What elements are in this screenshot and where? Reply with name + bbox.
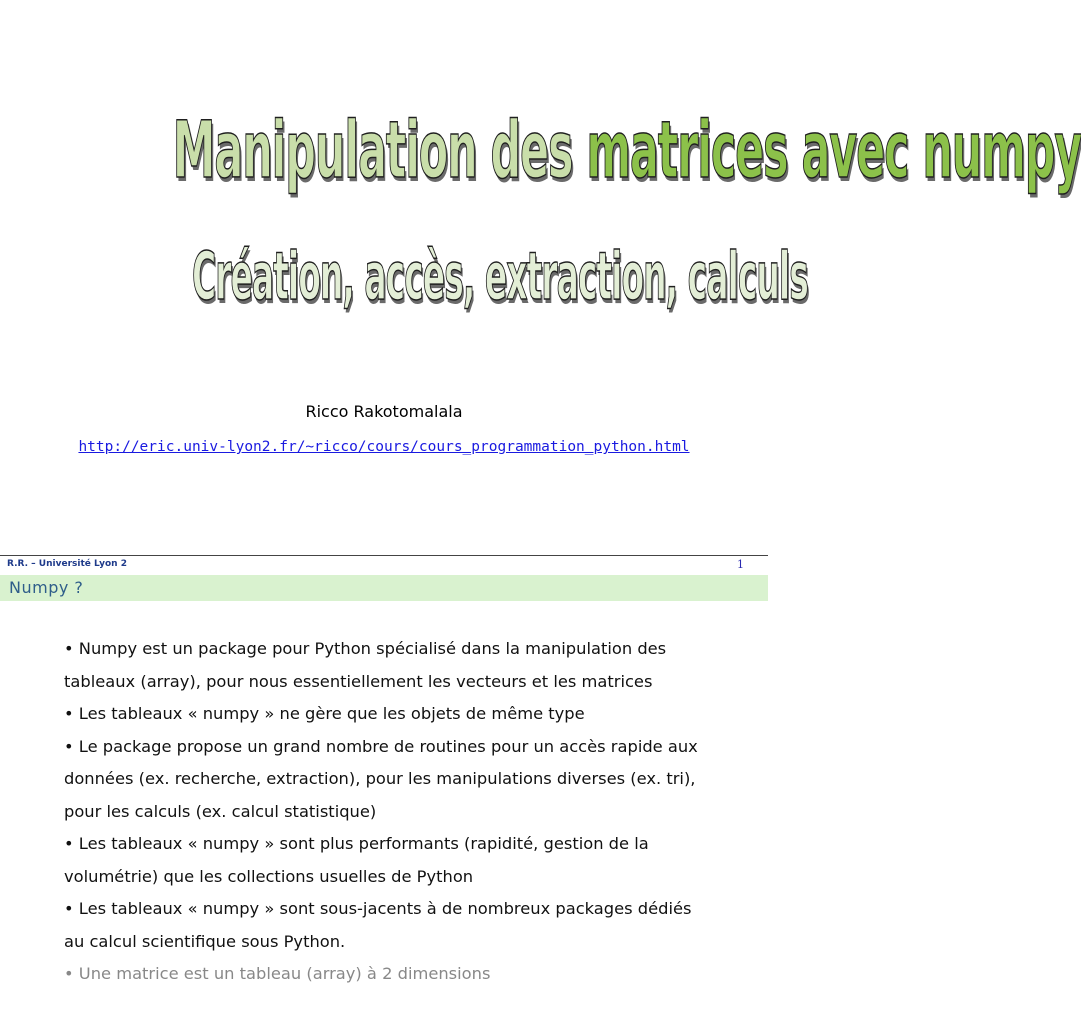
main-title <box>172 96 1081 206</box>
subtitle: Création, accès, extraction, calculs <box>192 238 808 315</box>
bullet-item: • Les tableaux « numpy » sont plus performants (rapidité, gestion de la volumétrie) que les collections usuelles de Python <box>64 834 649 886</box>
slide-header-band <box>0 575 768 601</box>
author-name: Ricco Rakotomalala <box>305 402 463 421</box>
course-url-link[interactable]: http://eric.univ-lyon2.fr/~ricco/cours/cours_programmation_python.html <box>78 439 690 455</box>
bullet-list <box>64 633 714 991</box>
main-title-part2: matrices avec numpy <box>586 106 1081 196</box>
bullet-item: • Le package propose un grand nombre de routines pour un accès rapide aux données (ex. recherche, extraction), pour les manipulations diverses (ex. tri), pour les calculs (ex. calcul statistique) <box>64 736 698 821</box>
bullet-item: • Les tableaux « numpy » ne gère que les objets de même type <box>64 704 585 723</box>
bullet-item: • Numpy est un package pour Python spécialisé dans la manipulation des tableaux (array), pour nous essentiellement les vecteurs et les matrices <box>64 639 667 691</box>
main-title-part1: Manipulation des <box>172 106 573 196</box>
page-divider <box>0 555 768 556</box>
page-number: 1 <box>737 558 744 571</box>
slide-title: Numpy ? <box>9 578 84 597</box>
bullet-item: • Une matrice est un tableau (array) à 2 dimensions <box>64 964 491 983</box>
bullet-item: • Les tableaux « numpy » sont sous-jacents à de nombreux packages dédiés au calcul scientifique sous Python. <box>64 899 692 951</box>
footer-author: R.R. – Université Lyon 2 <box>7 559 127 569</box>
